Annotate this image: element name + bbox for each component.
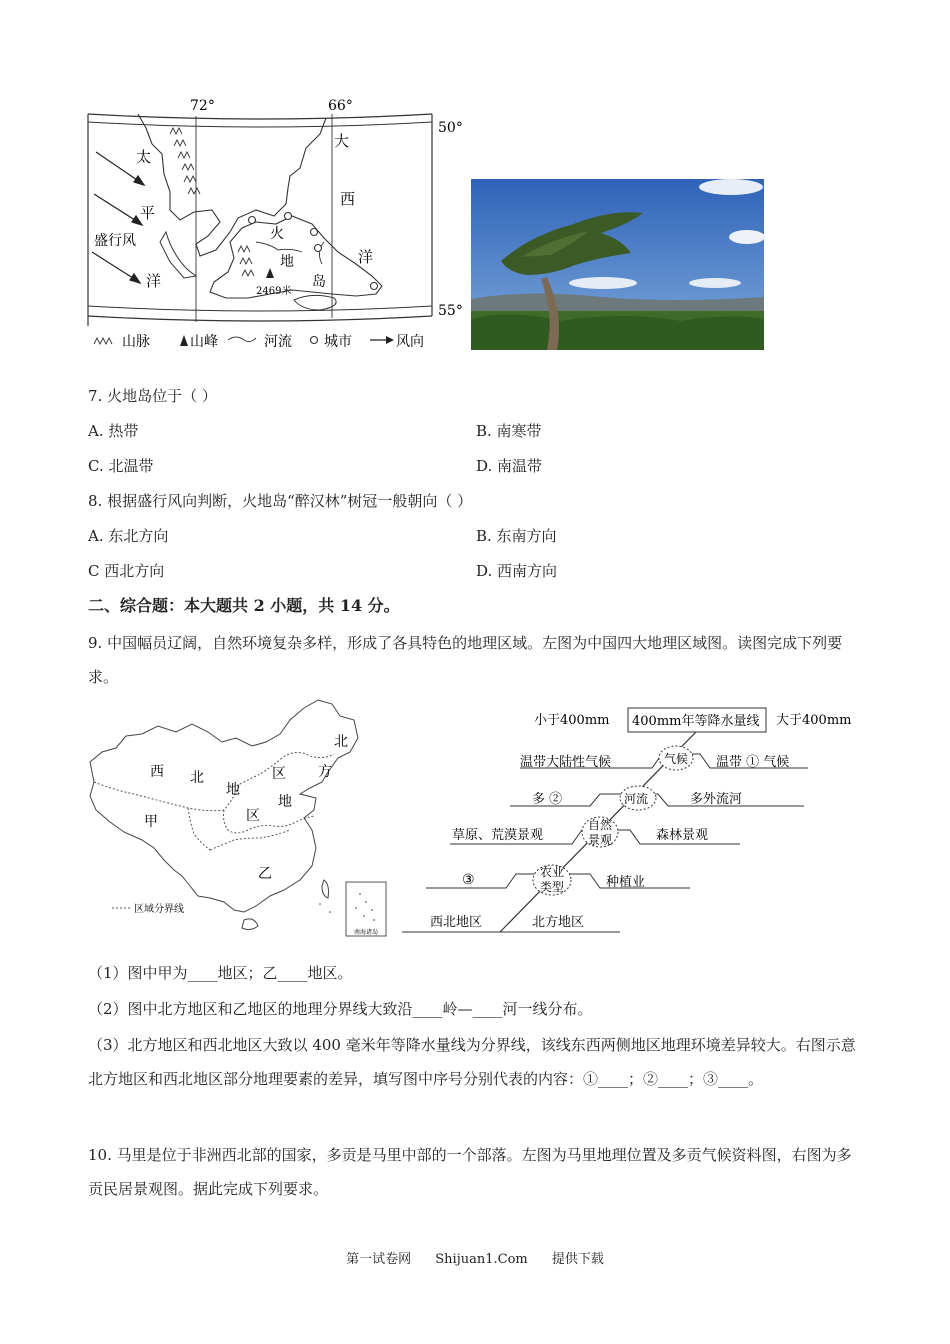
diagram-river: 河流 xyxy=(624,792,649,806)
q7-option-a[interactable]: A. 热带 xyxy=(88,422,139,440)
china-map-jia: 甲 xyxy=(144,814,158,830)
legend-wind: 风向 xyxy=(396,334,424,350)
china-map-inset-label: 南海诸岛 xyxy=(354,929,379,936)
pacific-char-ping: 平 xyxy=(140,204,156,222)
china-map-char-di2: 地 xyxy=(278,794,292,810)
q7-option-c[interactable]: C. 北温带 xyxy=(88,457,154,475)
diagram-many-2: 多 ② xyxy=(532,792,563,807)
diagram-line-400: 400mm年等降水量线 xyxy=(632,714,760,729)
q9-sub1: （1）图中甲为____地区；乙____地区。 xyxy=(88,964,353,982)
drunken-forest-photo xyxy=(471,179,764,350)
north-northwest-diagram xyxy=(400,700,860,940)
china-map-char-xi: 西 xyxy=(150,764,164,780)
diagram-circle-3: ③ xyxy=(462,872,475,888)
q7-stem: 7. 火地岛位于（ ） xyxy=(88,387,217,405)
lat-55-label: 55° xyxy=(438,303,463,319)
china-map-yi: 乙 xyxy=(258,866,272,882)
island-char-huo: 火 xyxy=(270,226,284,242)
china-map-char-qu2: 区 xyxy=(246,808,260,824)
q8-option-a[interactable]: A. 东北方向 xyxy=(88,527,169,545)
lon-66-label: 66° xyxy=(328,98,353,114)
atlantic-char-yang: 洋 xyxy=(358,248,374,266)
q7-option-d[interactable]: D. 南温带 xyxy=(476,457,543,475)
diagram-less-400: 小于400mm xyxy=(534,713,610,728)
china-map-char-qu1: 区 xyxy=(272,766,286,782)
legend-mountain: 山脉 xyxy=(122,334,150,350)
china-map-boundary-legend: 区域分界线 xyxy=(134,904,184,915)
q7-option-b[interactable]: B. 南寒带 xyxy=(476,422,542,440)
diagram-more-400: 大于400mm xyxy=(776,713,852,728)
diagram-north-region: 北方地区 xyxy=(532,915,585,930)
q8-option-c[interactable]: C 西北方向 xyxy=(88,562,165,580)
atlantic-char-xi: 西 xyxy=(340,190,356,208)
china-map-char-bei1: 北 xyxy=(190,770,204,786)
q8-option-d[interactable]: D. 西南方向 xyxy=(476,562,558,580)
tierra-del-fuego-map xyxy=(80,92,463,354)
q9-sub2: （2）图中北方地区和乙地区的地理分界线大致沿____岭—____河一线分布。 xyxy=(88,1000,593,1018)
footer-domain[interactable]: Shijuan1.Com xyxy=(435,1252,528,1267)
pacific-char-yang: 洋 xyxy=(146,272,162,290)
diagram-temperate-continental: 温带大陆性气候 xyxy=(520,755,612,770)
diagram-agri-2: 类型 xyxy=(540,880,565,894)
diagram-forest: 森林景观 xyxy=(656,828,709,843)
china-map-char-bei2: 北 xyxy=(334,734,348,750)
diagram-temperate-1: 温带 ① 气候 xyxy=(716,755,790,770)
q9-sub3: （3）北方地区和西北地区大致以 400 毫米年等降水量线为分界线，该线东西两侧地区地理环境差异较大。右图示意北方地区和西北地区部分地理要素的差异，填写图中序号分别代表的内容：①____；②____；③____。 xyxy=(88,1036,856,1088)
island-char-dao: 岛 xyxy=(312,274,326,290)
q8-option-b[interactable]: B. 东南方向 xyxy=(476,527,557,545)
diagram-natural-2: 景观 xyxy=(588,833,613,847)
legend-peak: 山峰 xyxy=(190,334,218,350)
island-char-di: 地 xyxy=(280,254,294,270)
china-map-char-di1: 地 xyxy=(226,782,240,798)
legend-city: 城市 xyxy=(324,334,352,350)
diagram-natural-1: 自然 xyxy=(588,818,613,832)
china-map-char-fang: 方 xyxy=(318,764,332,780)
legend-river: 河流 xyxy=(264,334,292,350)
diagram-climate: 气候 xyxy=(664,752,689,766)
prevailing-wind-label: 盛行风 xyxy=(94,233,136,249)
lon-72-label: 72° xyxy=(190,98,215,114)
page-footer xyxy=(0,1248,950,1267)
peak-elevation-label: 2469米 xyxy=(256,286,292,297)
diagram-northwest-region: 西北地区 xyxy=(430,915,483,930)
section-2-heading: 二、综合题：本大题共 2 小题，共 14 分。 xyxy=(88,596,400,615)
china-regions-map xyxy=(84,698,396,940)
diagram-many-external: 多外流河 xyxy=(690,792,743,807)
pacific-char-tai: 太 xyxy=(136,148,152,166)
q10-intro: 10. 马里是位于非洲西北部的国家，多贡是马里中部的一个部落。左图为马里地理位置及多贡气候资料图，右图为多贡民居景观图。据此完成下列要求。 xyxy=(88,1146,852,1198)
q9-intro: 9. 中国幅员辽阔，自然环境复杂多样，形成了各具特色的地理区域。左图为中国四大地理区域图。读图完成下列要求。 xyxy=(88,634,843,686)
diagram-agri-1: 农业 xyxy=(540,865,565,879)
diagram-grass-desert: 草原、荒漠景观 xyxy=(452,828,544,843)
q8-stem: 8. 根据盛行风向判断，火地岛“醉汉林”树冠一般朝向（ ） xyxy=(88,492,473,510)
diagram-planting: 种植业 xyxy=(606,875,646,890)
footer-site: 第一试卷网 xyxy=(346,1252,412,1267)
atlantic-char-da: 大 xyxy=(334,132,350,150)
footer-note: 提供下载 xyxy=(551,1252,604,1267)
lat-50-label: 50° xyxy=(438,120,463,136)
